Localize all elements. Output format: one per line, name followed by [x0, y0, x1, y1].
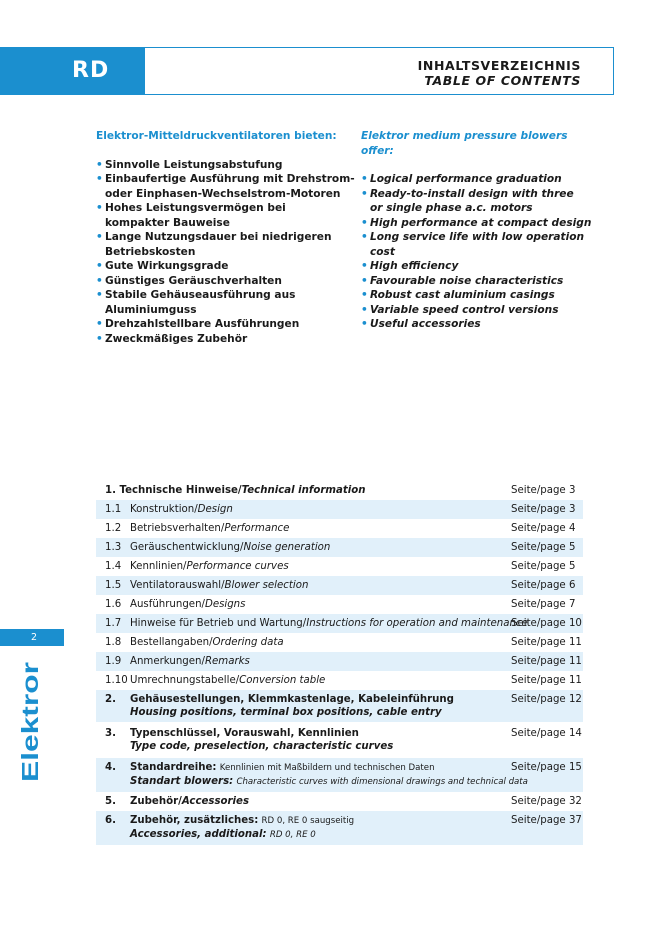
features-de-intro: Elektror-Mitteldruckventilatoren bieten: — [96, 130, 337, 142]
toc-row-accessories[interactable]: 5. Zubehör/Accessories Seite/page 32 — [105, 796, 582, 807]
list-item: • High performance at compact design — [361, 216, 601, 231]
list-item: • Lange Nutzungsdauer bei niedrigeren Betriebskosten — [96, 230, 358, 259]
list-item: • Logical performance graduation — [361, 172, 601, 187]
toc-row-ordering-data[interactable]: 1.8 Bestellangaben/Ordering data Seite/page 11 — [105, 637, 582, 648]
list-item: • Favourable noise characteristics — [361, 274, 601, 289]
page-ref: Seite/page 14 — [511, 728, 582, 739]
elektror-logo — [17, 661, 43, 783]
features-de-list — [96, 158, 358, 347]
list-item: • Sinnvolle Leistungsabstufung — [96, 158, 358, 173]
list-item: • Günstiges Geräuschverhalten — [96, 274, 358, 289]
page-ref: Seite/page 11 — [511, 675, 582, 686]
features-en — [361, 129, 601, 332]
list-item: • Drehzahlstellbare Ausführungen — [96, 317, 358, 332]
list-item: • Zweckmäßiges Zubehör — [96, 332, 358, 347]
brand-wordmark: Elektror — [17, 695, 43, 782]
page-ref: Seite/page 10 — [511, 618, 582, 629]
page-title — [418, 58, 581, 88]
page-ref: Seite/page 5 — [511, 542, 576, 553]
toc-row-accessories-additional[interactable]: 6. Zubehör, zusätzliches: RD 0, RE 0 saugseitig Accessories, additional: RD 0, RE 0 Seite/page 37 — [96, 811, 583, 845]
page-ref: Seite/page 12 — [511, 694, 582, 705]
page-ref: Seite/page 7 — [511, 599, 576, 610]
page-ref: Seite/page 32 — [511, 796, 582, 807]
page-ref: Seite/page 6 — [511, 580, 576, 591]
toc-row-housing-positions[interactable]: 2. Gehäusestellungen, Klemmkastenlage, Kabeleinführung Housing positions, terminal box positions, cable entry Seite/page 12 — [96, 690, 583, 722]
list-item: • Ready-to-install design with three or single phase a.c. motors — [361, 187, 601, 216]
title-en: TABLE OF CONTENTS — [424, 73, 581, 88]
toc-row-instructions[interactable]: 1.7 Hinweise für Betrieb und Wartung/Instructions for operation and maintenance Seite/page 10 — [96, 614, 583, 633]
page-ref: Seite/page 37 — [511, 815, 582, 826]
list-item: • Gute Wirkungsgrade — [96, 259, 358, 274]
toc-row-conversion-table[interactable]: 1.10 Umrechnungstabelle/Conversion table Seite/page 11 — [105, 675, 582, 686]
table-of-contents — [96, 481, 583, 845]
toc-row-type-code[interactable]: 3. Typenschlüssel, Vorauswahl, Kennlinien Type code, preselection, characteristic curves Seite/page 14 — [105, 728, 582, 752]
list-item: • Hohes Leistungsvermögen bei kompakter Bauweise — [96, 201, 358, 230]
page-ref: Seite/page 5 — [511, 561, 576, 572]
list-item: • Robust cast aluminium casings — [361, 288, 601, 303]
page-number-tab — [0, 629, 64, 646]
page-ref: Seite/page 3 — [511, 504, 576, 515]
toc-row-technical-information[interactable]: 1. Technische Hinweise/Technical information Seite/page 3 — [105, 485, 576, 496]
page-ref: Seite/page 15 — [511, 762, 582, 773]
series-badge — [0, 48, 145, 95]
toc-row-noise-generation[interactable]: 1.3 Geräuschentwicklung/Noise generation Seite/page 5 — [96, 538, 583, 557]
page-ref: Seite/page 3 — [511, 485, 576, 496]
toc-row-remarks[interactable]: 1.9 Anmerkungen/Remarks Seite/page 11 — [96, 652, 583, 671]
toc-row-designs[interactable]: 1.6 Ausführungen/Designs Seite/page 7 — [105, 599, 576, 610]
toc-row-performance-curves[interactable]: 1.4 Kennlinien/Performance curves Seite/page 5 — [105, 561, 576, 572]
features-en-list — [361, 172, 601, 332]
series-badge-label: RD — [72, 58, 110, 83]
features-en-intro: Elektror medium pressure blowers offer: — [361, 130, 568, 157]
title-de: INHALTSVERZEICHNIS — [417, 58, 581, 73]
page-ref: Seite/page 11 — [511, 656, 582, 667]
list-item: • Useful accessories — [361, 317, 601, 332]
list-item: • Einbaufertige Ausführung mit Drehstrom- oder Einphasen-Wechselstrom-Motoren — [96, 172, 358, 201]
list-item: • Stabile Gehäuseausführung aus Aluminiumguss — [96, 288, 358, 317]
toc-row-design[interactable]: 1.1 Konstruktion/Design Seite/page 3 — [96, 500, 583, 519]
list-item: • Variable speed control versions — [361, 303, 601, 318]
page-ref: Seite/page 11 — [511, 637, 582, 648]
page-ref: Seite/page 4 — [511, 523, 576, 534]
toc-row-performance[interactable]: 1.2 Betriebsverhalten/Performance Seite/page 4 — [105, 523, 576, 534]
header-bar — [0, 47, 614, 95]
page-number: 2 — [31, 632, 38, 643]
toc-row-standard-series[interactable]: 4. Standardreihe: Kennlinien mit Maßbildern und technischen Daten Standart blowers: Characteristic curves with dimensional drawings and technical data Seite/page 15 — [96, 758, 583, 792]
list-item: • Long service life with low operation cost — [361, 230, 601, 259]
list-item: • High efficiency — [361, 259, 601, 274]
toc-row-blower-selection[interactable]: 1.5 Ventilatorauswahl/Blower selection Seite/page 6 — [96, 576, 583, 595]
features-de — [96, 129, 358, 346]
